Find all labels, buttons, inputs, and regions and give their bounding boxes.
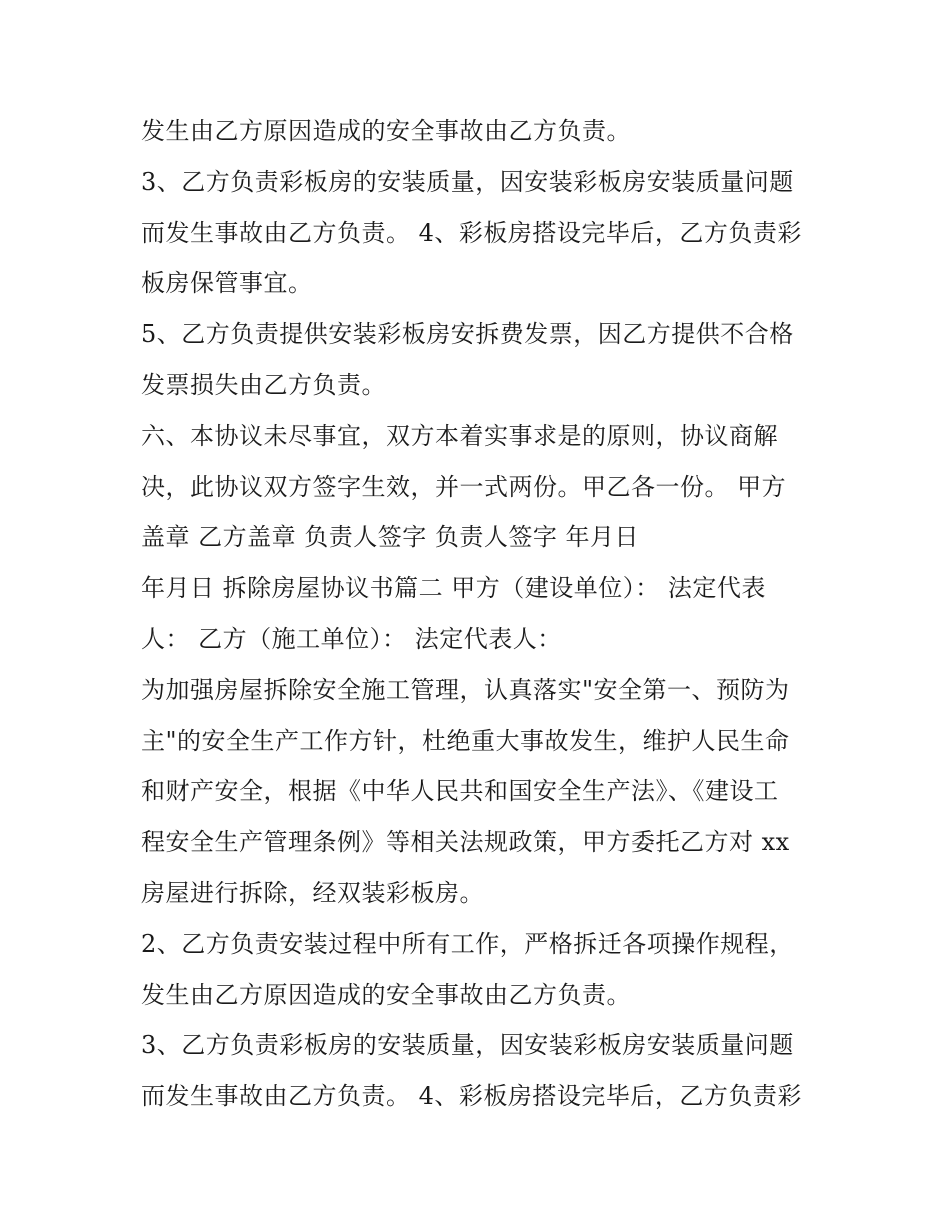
text-line: 程安全生产管理条例》等相关法规政策，甲方委托乙方对 xx [141, 828, 790, 857]
text-line: 主"的安全生产工作方针，杜绝重大事故发生，维护人民生命 [141, 726, 790, 755]
text-line: 发票损失由乙方负责。 [141, 370, 386, 399]
text-line: 板房保管事宜。 [141, 269, 313, 298]
text-line: 而发生事故由乙方负责。 4、彩板房搭设完毕后，乙方负责彩 [141, 1082, 802, 1111]
text-line: 年月日 拆除房屋协议书篇二 甲方（建设单位）： 法定代表 [141, 574, 766, 603]
text-line: 六、本协议未尽事宜，双方本着实事求是的原则，协议商解 [141, 421, 778, 450]
text-line: 3、乙方负责彩板房的安装质量，因安装彩板房安装质量问题 [141, 167, 794, 196]
text-line: 和财产安全，根据《中华人民共和国安全生产法》、《建设工 [141, 777, 779, 806]
document-body [141, 106, 841, 1122]
text-line: 人： 乙方（施工单位）： 法定代表人： [141, 624, 562, 653]
text-line: 而发生事故由乙方负责。 4、彩板房搭设完毕后，乙方负责彩 [141, 218, 802, 247]
text-line: 盖章 乙方盖章 负责人签字 负责人签字 年月日 [141, 523, 640, 552]
text-line: 为加强房屋拆除安全施工管理，认真落实"安全第一、预防为 [141, 675, 790, 704]
text-line: 5、乙方负责提供安装彩板房安拆费发票，因乙方提供不合格 [141, 320, 794, 349]
text-line: 决，此协议双方签字生效，并一式两份。甲乙各一份。 甲方 [141, 472, 787, 501]
text-line: 3、乙方负责彩板房的安装质量，因安装彩板房安装质量问题 [141, 1031, 794, 1060]
text-line: 发生由乙方原因造成的安全事故由乙方负责。 [141, 117, 631, 145]
text-line: 房屋进行拆除，经双装彩板房。 [141, 878, 484, 907]
text-line: 2、乙方负责安装过程中所有工作，严格拆迁各项操作规程， [141, 929, 794, 958]
text-line: 发生由乙方原因造成的安全事故由乙方负责。 [141, 980, 631, 1009]
